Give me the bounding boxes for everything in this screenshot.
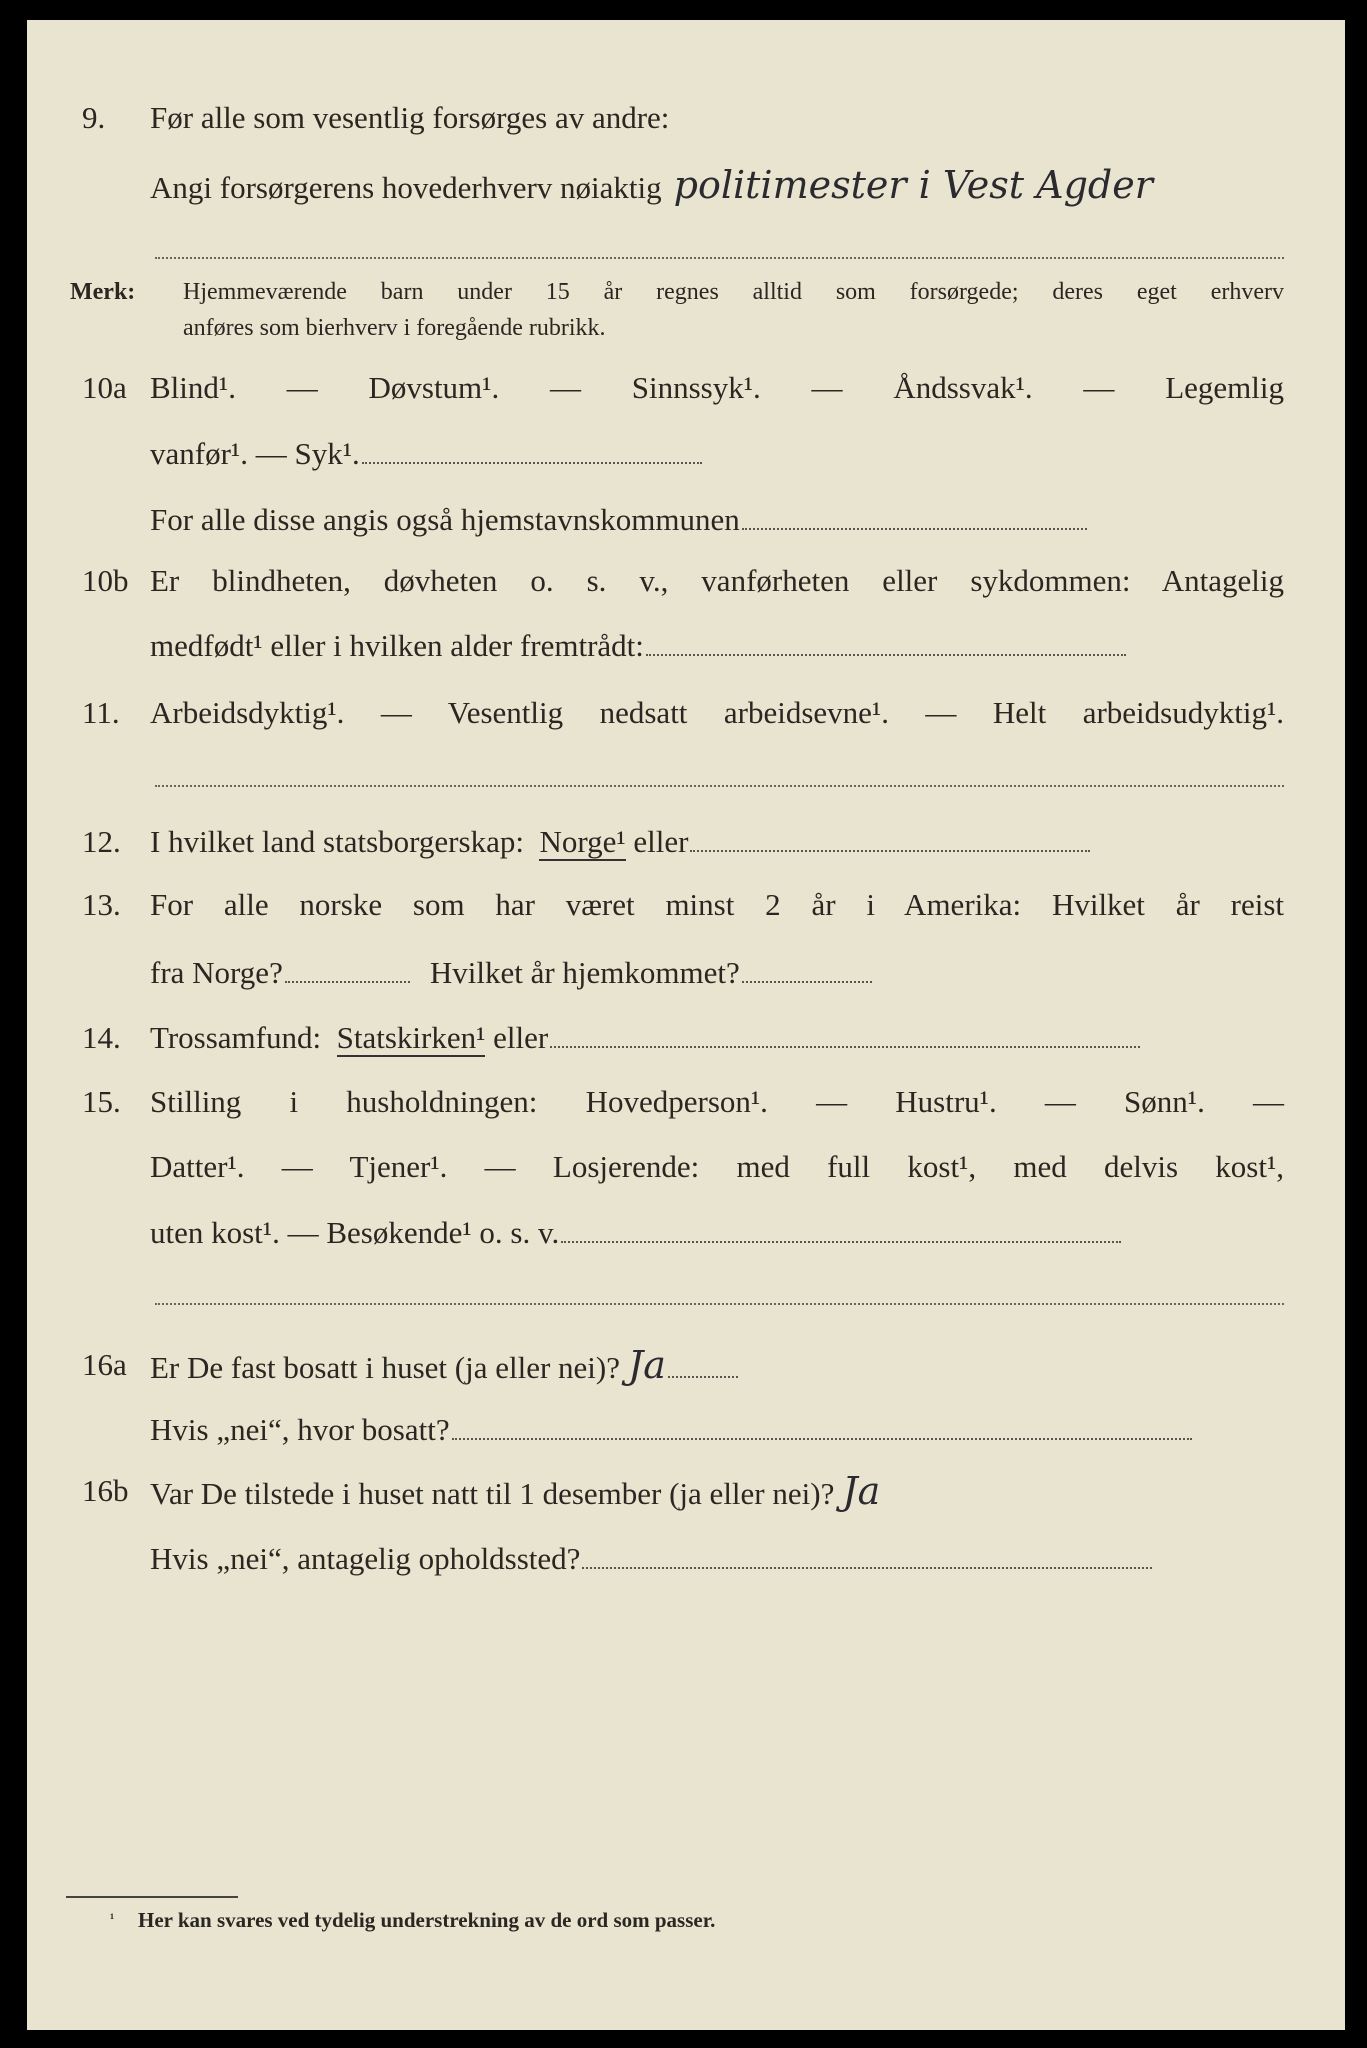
answer-line[interactable] xyxy=(452,1438,1192,1440)
q11-line1: Arbeidsdyktig¹. — Vesentlig nedsatt arbeidsevne¹. — Helt arbeidsudyktig¹. xyxy=(150,695,1284,730)
q12-prompt: I hvilket land statsborgerskap: xyxy=(150,824,524,859)
divider xyxy=(155,1303,1284,1305)
q10a-line3: For alle disse angis også hjemstavnskommunen xyxy=(150,502,740,537)
q16b-row xyxy=(0,1471,1367,1511)
q10b-number: 10b xyxy=(82,563,129,598)
q16b-row-2 xyxy=(0,1539,1367,1579)
q15-number: 15. xyxy=(82,1084,121,1119)
q16b-prompt: Var De tilstede i huset natt til 1 desember (ja eller nei)? xyxy=(150,1476,835,1511)
footnote-text: Her kan svares ved tydelig understrekning av de ord som passer. xyxy=(138,1908,716,1932)
divider xyxy=(155,785,1284,787)
answer-line[interactable] xyxy=(582,1567,1152,1569)
q10a-line2: vanfør¹. — Syk¹. xyxy=(150,436,360,471)
q13-row xyxy=(0,885,1367,925)
q13-number: 13. xyxy=(82,887,121,922)
answer-line[interactable] xyxy=(690,850,1090,852)
q15-line3: uten kost¹. — Besøkende¹ o. s. v. xyxy=(150,1215,560,1250)
merk-row xyxy=(0,272,1367,312)
q9-row xyxy=(0,98,1367,138)
q16a-number: 16a xyxy=(82,1347,127,1382)
q12-suffix: eller xyxy=(633,824,689,859)
q16a-prompt: Er De fast bosatt i huset (ja eller nei)? xyxy=(150,1350,620,1385)
merk-label: Merk: xyxy=(70,279,136,305)
q16a-row-2 xyxy=(0,1410,1367,1450)
answer-line[interactable] xyxy=(742,981,872,983)
q10a-line1: Blind¹. — Døvstum¹. — Sinnssyk¹. — Åndssvak¹. — Legemlig xyxy=(150,370,1284,405)
q15-row-3 xyxy=(0,1213,1367,1253)
merk-text-2: anføres som bierhverv i foregående rubrikk. xyxy=(183,315,606,341)
q15-line2: Datter¹. — Tjener¹. — Losjerende: med full kost¹, med delvis kost¹, xyxy=(150,1149,1284,1184)
q16a-followup: Hvis „nei“, hvor bosatt? xyxy=(150,1412,450,1447)
q16a-handwritten-answer: Ja xyxy=(627,1343,666,1387)
q15-row xyxy=(0,1082,1367,1122)
q10a-row xyxy=(0,368,1367,408)
answer-line[interactable] xyxy=(668,1376,738,1378)
q12-row xyxy=(0,822,1367,862)
q10b-line2: medfødt¹ eller i hvilken alder fremtrådt: xyxy=(150,628,644,663)
q10b-row xyxy=(0,561,1367,601)
q13-line1: For alle norske som har været minst 2 år i Amerika: Hvilket år reist xyxy=(150,887,1284,922)
q16b-followup: Hvis „nei“, antagelig opholdssted? xyxy=(150,1541,581,1576)
q13-right-prompt: Hvilket år hjemkommet? xyxy=(429,955,740,990)
answer-line[interactable] xyxy=(550,1046,1140,1048)
answer-line[interactable] xyxy=(742,528,1087,530)
footnote xyxy=(0,1900,1367,1940)
q10a-number: 10a xyxy=(82,370,127,405)
answer-line[interactable] xyxy=(362,462,702,464)
q14-number: 14. xyxy=(82,1020,121,1055)
q14-prompt: Trossamfund: xyxy=(150,1020,322,1055)
q13-left-prompt: fra Norge? xyxy=(150,955,283,990)
q16b-handwritten-answer: Ja xyxy=(842,1469,881,1513)
q9-prompt: Angi forsørgerens hovederhverv nøiaktig xyxy=(150,170,662,205)
answer-line[interactable] xyxy=(646,654,1126,656)
q9-question: Før alle som vesentlig forsørges av andre: xyxy=(150,100,670,135)
q10a-row-2 xyxy=(0,434,1367,474)
q11-row xyxy=(0,693,1367,733)
q10a-row-3 xyxy=(0,500,1367,540)
q15-line1: Stilling i husholdningen: Hovedperson¹. — Hustru¹. — Sønn¹. — xyxy=(150,1084,1284,1119)
q9-answer-row xyxy=(0,165,1367,205)
answer-line[interactable] xyxy=(285,981,410,983)
q11-number: 11. xyxy=(82,695,120,730)
q16a-row xyxy=(0,1345,1367,1385)
q12-option-norge[interactable]: Norge¹ xyxy=(539,824,626,859)
answer-line[interactable] xyxy=(561,1241,1121,1243)
q14-option-statskirken[interactable]: Statskirken¹ xyxy=(336,1020,486,1055)
q14-suffix: eller xyxy=(493,1020,549,1055)
q14-row xyxy=(0,1018,1367,1058)
q9-number: 9. xyxy=(82,100,106,135)
footnote-mark: ¹ xyxy=(110,1912,115,1927)
merk-row-2 xyxy=(0,308,1367,348)
q9-handwritten-answer: politimester i Vest Agder xyxy=(673,163,1153,207)
q16b-number: 16b xyxy=(82,1473,129,1508)
footnote-divider xyxy=(66,1896,238,1898)
q15-row-2 xyxy=(0,1147,1367,1187)
q10b-line1: Er blindheten, døvheten o. s. v., vanførheten eller sykdommen: Antagelig xyxy=(150,563,1284,598)
merk-text: Hjemmeværende barn under 15 år regnes alltid som forsørgede; deres eget erhverv xyxy=(183,279,1284,305)
divider xyxy=(155,257,1284,259)
q13-row-2 xyxy=(0,953,1367,993)
q12-number: 12. xyxy=(82,824,121,859)
q10b-row-2 xyxy=(0,626,1367,666)
